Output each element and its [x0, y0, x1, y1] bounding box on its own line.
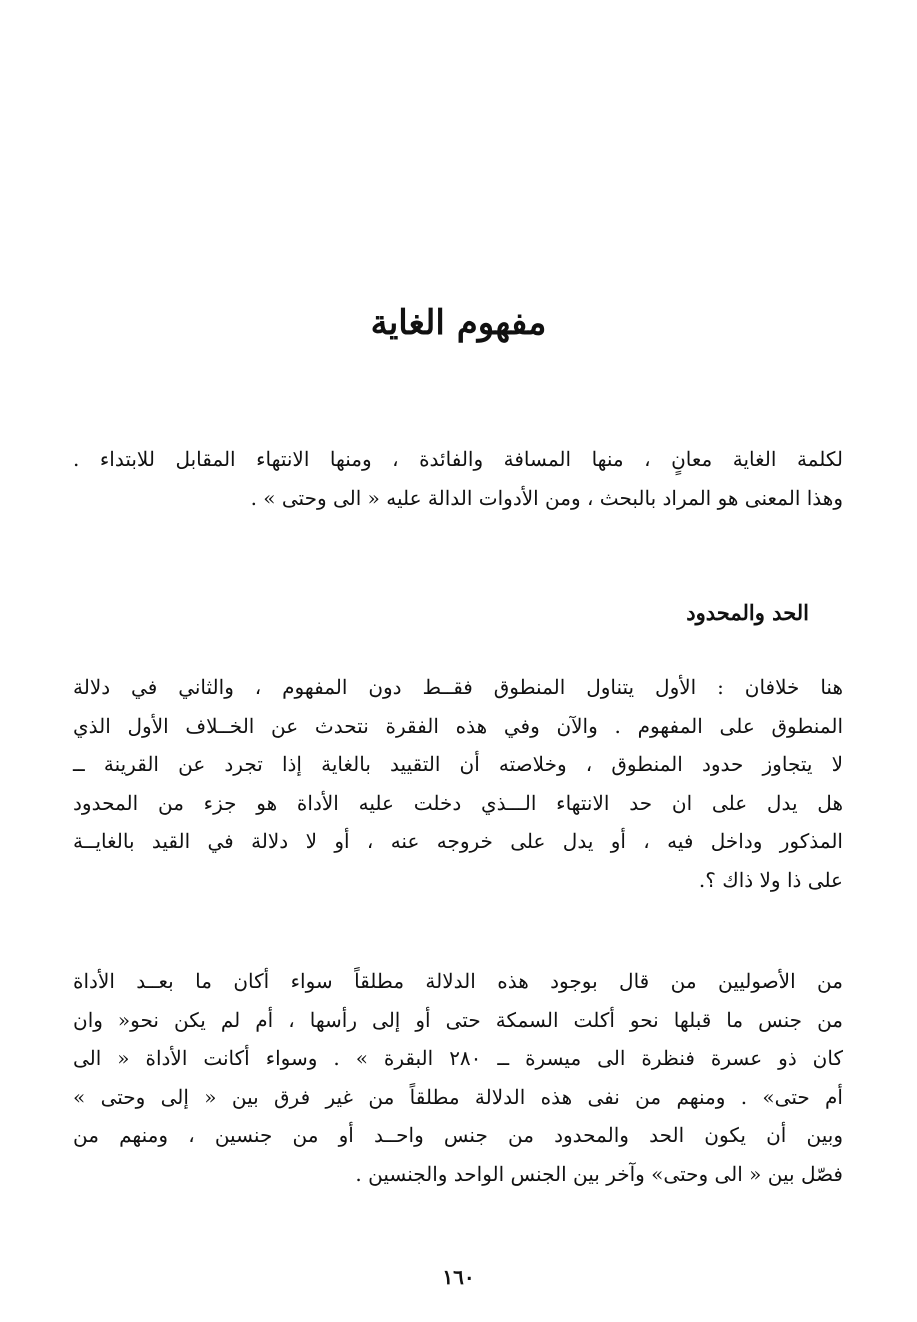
intro-paragraph — [73, 440, 843, 517]
text-line: كان ذو عسرة فنظرة الى ميسرة ــ ٢٨٠ البقرة » . وسواء أكانت الأداة « الى — [73, 1046, 843, 1070]
text-line: أم حتى» . ومنهم من نفى هذه الدلالة مطلقاً من غير فرق بين « إلى وحتى » — [73, 1084, 843, 1109]
text-line: المذكور وداخل فيه ، أو يدل على خروجه عنه ، أو لا دلالة في القيد بالغايــة — [73, 829, 843, 853]
text-line: وهذا المعنى هو المراد بالبحث ، ومن الأدوات الدالة عليه « الى وحتى » . — [250, 485, 843, 510]
text-line: هنا خلافان : الأول يتناول المنطوق فقــط دون المفهوم ، والثاني في دلالة — [73, 675, 843, 699]
text-line: على ذا ولا ذاك ؟. — [698, 867, 843, 892]
section-heading: الحد والمحدود — [686, 600, 809, 625]
page-number: ١٦٠ — [442, 1265, 475, 1289]
text-line: من جنس ما قبلها نحو أكلت السمكة حتى أو إلى رأسها ، أم لم يكن نحو« وان — [73, 1007, 843, 1032]
text-line: لكلمة الغاية معانٍ ، منها المسافة والفائدة ، ومنها الانتهاء المقابل للابتداء . — [73, 447, 843, 471]
text-line: من الأصوليين من قال بوجود هذه الدلالة مطلقاً سواء أكان ما بعــد الأداة — [73, 969, 843, 993]
text-line: لا يتجاوز حدود المنطوق ، وخلاصته أن التقييد بالغاية إذا تجرد عن القرينة ــ — [73, 752, 843, 776]
body-paragraph-2 — [73, 962, 843, 1193]
text-line: هل يدل على ان حد الانتهاء الـــذي دخلت عليه الأداة هو جزء من المحدود — [73, 790, 843, 815]
page-title: مفهوم الغاية — [370, 303, 547, 343]
text-line: وبين أن يكون الحد والمحدود من جنس واحــد أو من جنسين ، ومنهم من — [73, 1123, 843, 1147]
text-line: فصّل بين « الى وحتى» وآخر بين الجنس الواحد والجنسين . — [355, 1161, 843, 1186]
text-line: المنطوق على المفهوم . والآن وفي هذه الفقرة نتحدث عن الخــلاف الأول الذي — [73, 713, 843, 738]
body-paragraph-1 — [73, 668, 843, 899]
